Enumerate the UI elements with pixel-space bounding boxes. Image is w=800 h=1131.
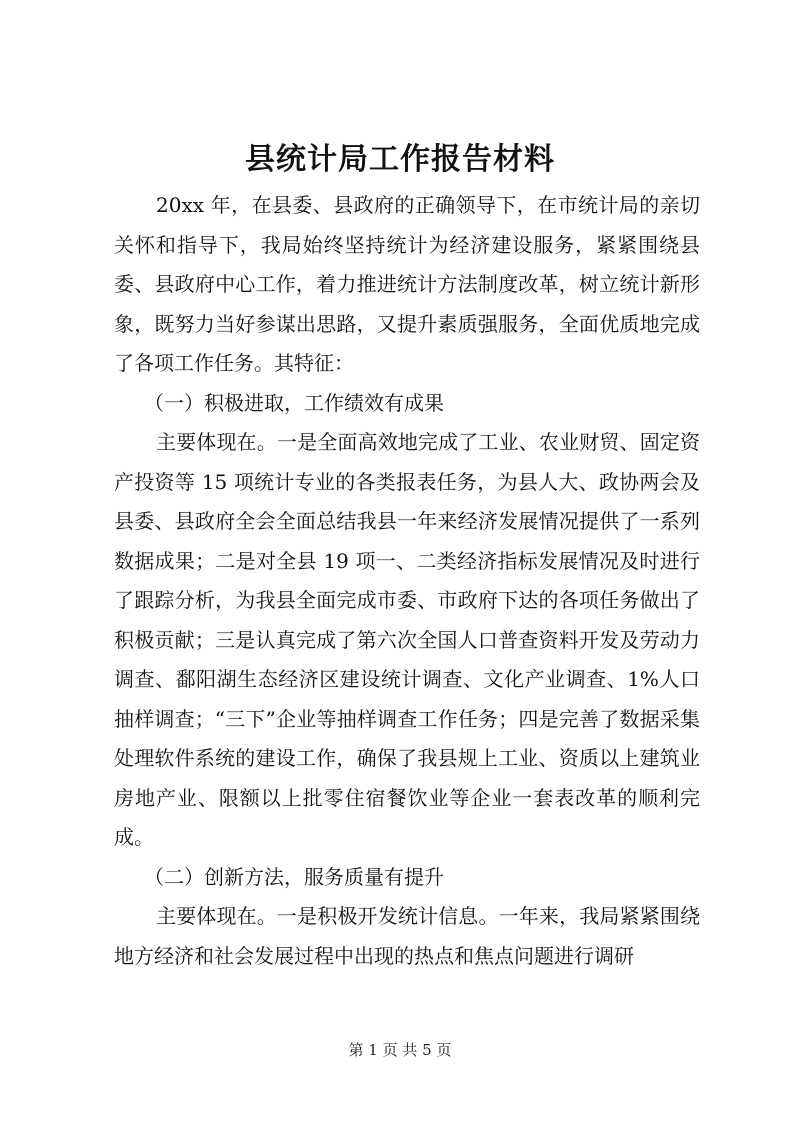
section-heading-1: （一）积极进取，工作绩效有成果 xyxy=(144,390,444,415)
document-body xyxy=(114,186,700,976)
paragraph-section-2: 主要体现在。一是积极开发统计信息。一年来，我局紧紧围绕地方经济和社会发展过程中出现的热点和焦点问题进行调研 xyxy=(114,904,700,968)
document-title: 县统计局工作报告材料 xyxy=(245,142,555,177)
paragraph-section-1: 主要体现在。一是全面高效地完成了工业、农业财贸、固定资产投资等 15 项统计专业的各类报表任务，为县人大、政协两会及县委、县政府全会全面总结我县一年来经济发展情况提供了一系列数据成果；二是对全县 19 项一、二类经济指标发展情况及时进行了跟踪分析，为我县全面完成市委、市政府下达的各项任务做出了积极贡献；三是认真完成了第六次全国人口普查资料开发及劳动力调查、鄱阳湖生态经济区建设统计调查、文化产业调查、1%人口抽样调查；“三下”企业等抽样调查工作任务；四是完善了数据采集处理软件系统的建设工作，确保了我县规上工业、资质以上建筑业房地产业、限额以上批零住宿餐饮业等企业一套表改革的顺利完成。 xyxy=(114,430,700,849)
page-footer: 第 1 页 共 5 页 xyxy=(348,1041,452,1059)
paragraph-intro: 20xx 年，在县委、县政府的正确领导下，在市统计局的亲切关怀和指导下，我局始终坚持统计为经济建设服务，紧紧围绕县委、县政府中心工作，着力推进统计方法制度改革，树立统计新形象，既努力当好参谋出思路，又提升素质强服务，全面优质地完成了各项工作任务。其特征： xyxy=(114,193,700,375)
section-heading-2: （二）创新方法，服务质量有提升 xyxy=(144,864,444,889)
